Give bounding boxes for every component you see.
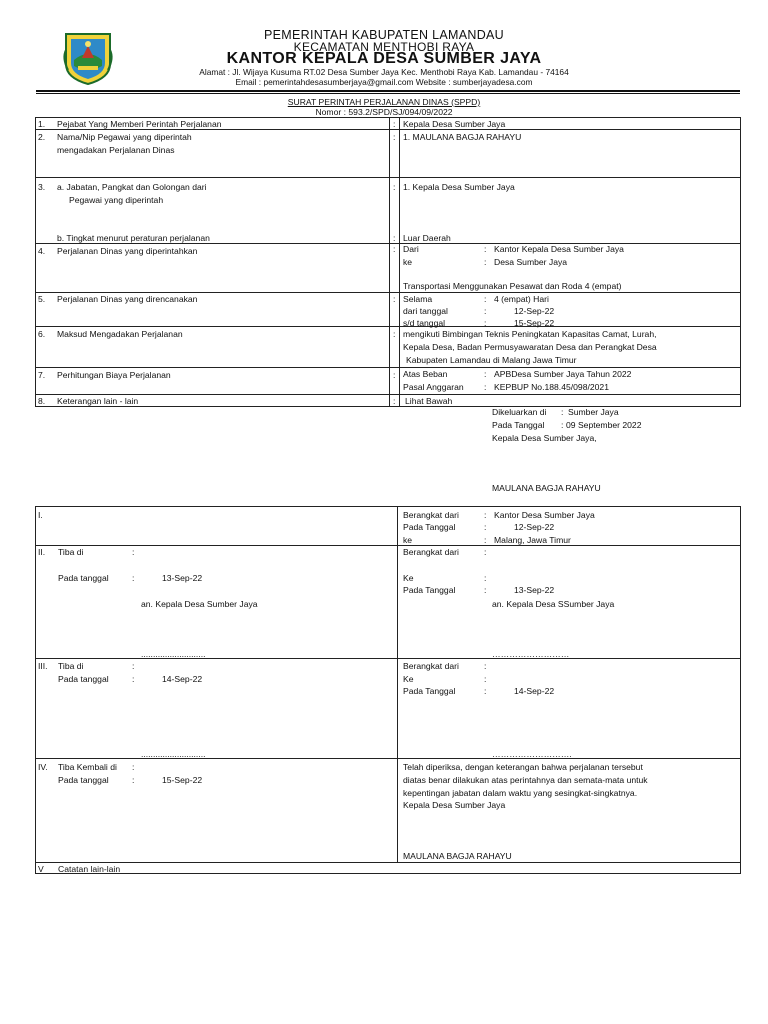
letterhead-government: PEMERINTAH KABUPATEN LAMANDAU — [264, 28, 504, 42]
colon: : — [561, 420, 564, 430]
letterhead-district: KECAMATAN MENTHOBI RAYA — [293, 40, 475, 54]
notes-label: Catatan lain-lain — [58, 864, 121, 874]
issuer-name: MAULANA BAGJA RAHAYU — [492, 483, 601, 493]
field-value: 14-Sep-22 — [162, 674, 203, 684]
section-number: IV. — [38, 762, 48, 772]
field-key: ke — [403, 257, 413, 267]
row-label: Maksud Mengadakan Perjalanan — [57, 329, 183, 339]
row-label: Perhitungan Biaya Perjalanan — [57, 370, 171, 380]
row-number: 5. — [38, 294, 46, 304]
section-number: I. — [38, 510, 43, 520]
field-key: dari tanggal — [403, 306, 448, 316]
field-value: Desa Sumber Jaya — [494, 257, 568, 267]
issuer-office: Kepala Desa Sumber Jaya, — [492, 433, 597, 443]
row-label: mengadakan Perjalanan Dinas — [57, 145, 175, 155]
field-key: Berangkat dari — [403, 547, 459, 557]
row-number: 4. — [38, 246, 46, 256]
row-value: Lihat Bawah — [405, 396, 453, 406]
field-key: Tiba di — [58, 547, 84, 557]
row-value: Luar Daerah — [403, 233, 451, 243]
transport-note: Transportasi Menggunakan Pesawat dan Roda 4 (empat) — [403, 281, 622, 291]
row-number: 1. — [38, 119, 46, 129]
issued-date-label: Pada Tanggal — [492, 420, 545, 430]
colon: : — [393, 244, 396, 254]
row-label: Pejabat Yang Memberi Perintah Perjalanan — [57, 119, 222, 129]
field-key: Berangkat dari — [403, 510, 459, 520]
field-key: s/d tanggal — [403, 318, 446, 328]
signature-caption: an. Kepala Desa SSumber Jaya — [492, 599, 615, 609]
table1-row-line — [35, 367, 741, 368]
colon: : — [484, 257, 487, 267]
field-value: 14-Sep-22 — [514, 686, 555, 696]
colon: : — [132, 547, 135, 557]
letterhead-rule-thin — [36, 93, 740, 94]
field-key: Atas Beban — [403, 369, 448, 379]
colon: : — [393, 182, 396, 192]
field-value: Kantor Kepala Desa Sumber Jaya — [494, 244, 624, 254]
table1-row-line — [35, 243, 741, 244]
table1-row-line — [35, 177, 741, 178]
row-number: 7. — [38, 370, 46, 380]
signature-dots: ……………………… — [492, 649, 570, 659]
row-label: Perjalanan Dinas yang direncanakan — [57, 294, 198, 304]
section-number: III. — [38, 661, 48, 671]
purpose-line: Kabupaten Lamandau di Malang Jawa Timur — [406, 355, 577, 365]
row-label: Keterangan lain - lain — [57, 396, 139, 406]
letterhead-contact: Email : pemerintahdesasumberjaya@gmail.com Website : sumberjayadesa.com — [235, 77, 533, 87]
field-key: Pada Tanggal — [403, 686, 456, 696]
field-value: Malang, Jawa Timur — [494, 535, 571, 545]
signature-dots: ………………………. — [492, 749, 572, 759]
row-label: b. Tingkat menurut peraturan perjalanan — [57, 233, 210, 243]
field-key: Tiba di — [58, 661, 84, 671]
field-key: Pada tanggal — [58, 775, 109, 785]
field-key: Ke — [403, 674, 414, 684]
field-key: Pada Tanggal — [403, 585, 456, 595]
field-key: Pada tanggal — [58, 573, 109, 583]
colon: : — [132, 674, 135, 684]
issued-date: 09 September 2022 — [566, 420, 642, 430]
colon: : — [484, 535, 487, 545]
field-key: Berangkat dari — [403, 661, 459, 671]
colon: : — [484, 674, 487, 684]
field-key: Dari — [403, 244, 419, 254]
field-key: Pada tanggal — [58, 674, 109, 684]
field-key: ke — [403, 535, 413, 545]
field-value: Kantor Desa Sumber Jaya — [494, 510, 595, 520]
field-value: 15-Sep-22 — [162, 775, 203, 785]
colon: : — [393, 329, 396, 339]
colon: : — [132, 762, 135, 772]
colon: : — [484, 522, 487, 532]
row-label: Pegawai yang diperintah — [69, 195, 164, 205]
verification-text: Telah diperiksa, dengan keterangan bahwa perjalanan tersebut — [403, 762, 643, 772]
colon: : — [132, 775, 135, 785]
field-value: 12-Sep-22 — [514, 306, 555, 316]
table1-row-line — [35, 129, 741, 130]
verification-text: kepentingan jabatan dalam waktu yang sesingkat-singkatnya. — [403, 788, 638, 798]
colon: : — [484, 306, 487, 316]
document-title: SURAT PERINTAH PERJALANAN DINAS (SPPD) — [287, 97, 481, 107]
issued-place-label: Dikeluarkan di — [492, 407, 547, 417]
verification-signer-office: Kepala Desa Sumber Jaya — [403, 800, 506, 810]
table2-row-line — [35, 862, 741, 863]
colon: : — [484, 382, 487, 392]
row-number: 2. — [38, 132, 46, 142]
colon: : — [132, 573, 135, 583]
letterhead-office: KANTOR KEPALA DESA SUMBER JAYA — [226, 50, 542, 67]
purpose-line: mengikuti Bimbingan Teknis Peningkatan Kapasitas Camat, Lurah, — [403, 329, 657, 339]
row-number: 6. — [38, 329, 46, 339]
letterhead-address: Alamat : Jl. Wijaya Kusuma RT.02 Desa Sumber Jaya Kec. Menthobi Raya Kab. Lamandau - 74164 — [199, 67, 569, 77]
colon: : — [484, 585, 487, 595]
colon: : — [484, 318, 487, 328]
table1-col-divider-2 — [399, 117, 400, 407]
field-key: Selama — [403, 294, 433, 304]
colon: : — [484, 294, 487, 304]
letterhead-rule-thick — [36, 90, 740, 92]
colon: : — [393, 396, 396, 406]
colon: : — [393, 119, 396, 129]
signature-dots: ........................... — [141, 649, 206, 659]
field-value: 4 (empat) Hari — [494, 294, 549, 304]
colon: : — [484, 661, 487, 671]
verification-signer-name: MAULANA BAGJA RAHAYU — [403, 851, 512, 861]
table1-col-divider-1 — [389, 117, 390, 407]
row-label: a. Jabatan, Pangkat dan Golongan dari — [57, 182, 207, 192]
colon: : — [393, 294, 396, 304]
row-value: 1. Kepala Desa Sumber Jaya — [403, 182, 515, 192]
table1-row-line — [35, 292, 741, 293]
colon: : — [484, 686, 487, 696]
field-key: Tiba Kembali di — [58, 762, 117, 772]
row-label: Nama/Nip Pegawai yang diperintah — [57, 132, 192, 142]
purpose-line: Kepala Desa, Badan Permusyawaratan Desa dan Perangkat Desa — [403, 342, 657, 352]
verification-text: diatas benar dilakukan atas perintahnya dan semata-mata untuk — [403, 775, 648, 785]
document-number: Nomor : 593.2/SPD/SJ/094/09/2022 — [315, 107, 453, 117]
colon: : — [484, 573, 487, 583]
field-value: 13-Sep-22 — [162, 573, 203, 583]
field-value: 15-Sep-22 — [514, 318, 555, 328]
field-value: 13-Sep-22 — [514, 585, 555, 595]
section-number: V — [38, 864, 44, 874]
row-number: 8. — [38, 396, 46, 406]
field-key: Ke — [403, 573, 414, 583]
field-value: APBDesa Sumber Jaya Tahun 2022 — [494, 369, 632, 379]
table1-row-line — [35, 326, 741, 327]
field-key: Pada Tanggal — [403, 522, 456, 532]
colon: : — [484, 547, 487, 557]
table2-row-line — [35, 545, 741, 546]
signature-caption: an. Kepala Desa Sumber Jaya — [141, 599, 258, 609]
colon: : — [393, 132, 396, 142]
signature-dots: ........................... — [141, 749, 206, 759]
colon: : — [393, 233, 396, 243]
colon: : — [132, 661, 135, 671]
issued-place: Sumber Jaya — [568, 407, 619, 417]
travel-verification-table — [35, 506, 741, 874]
row-label: Perjalanan Dinas yang diperintahkan — [57, 246, 198, 256]
colon: : — [484, 369, 487, 379]
row-value: 1. MAULANA BAGJA RAHAYU — [403, 132, 522, 142]
field-value: 12-Sep-22 — [514, 522, 555, 532]
colon: : — [561, 407, 564, 417]
colon: : — [484, 510, 487, 520]
colon: : — [393, 370, 396, 380]
field-value: KEPBUP No.188.45/098/2021 — [494, 382, 609, 392]
colon: : — [484, 244, 487, 254]
table1-row-line — [35, 394, 741, 395]
sppd-details-table — [35, 117, 741, 407]
row-number: 3. — [38, 182, 46, 192]
field-key: Pasal Anggaran — [403, 382, 464, 392]
section-number: II. — [38, 547, 46, 557]
table2-col-divider — [397, 506, 398, 862]
row-value: Kepala Desa Sumber Jaya — [403, 119, 506, 129]
